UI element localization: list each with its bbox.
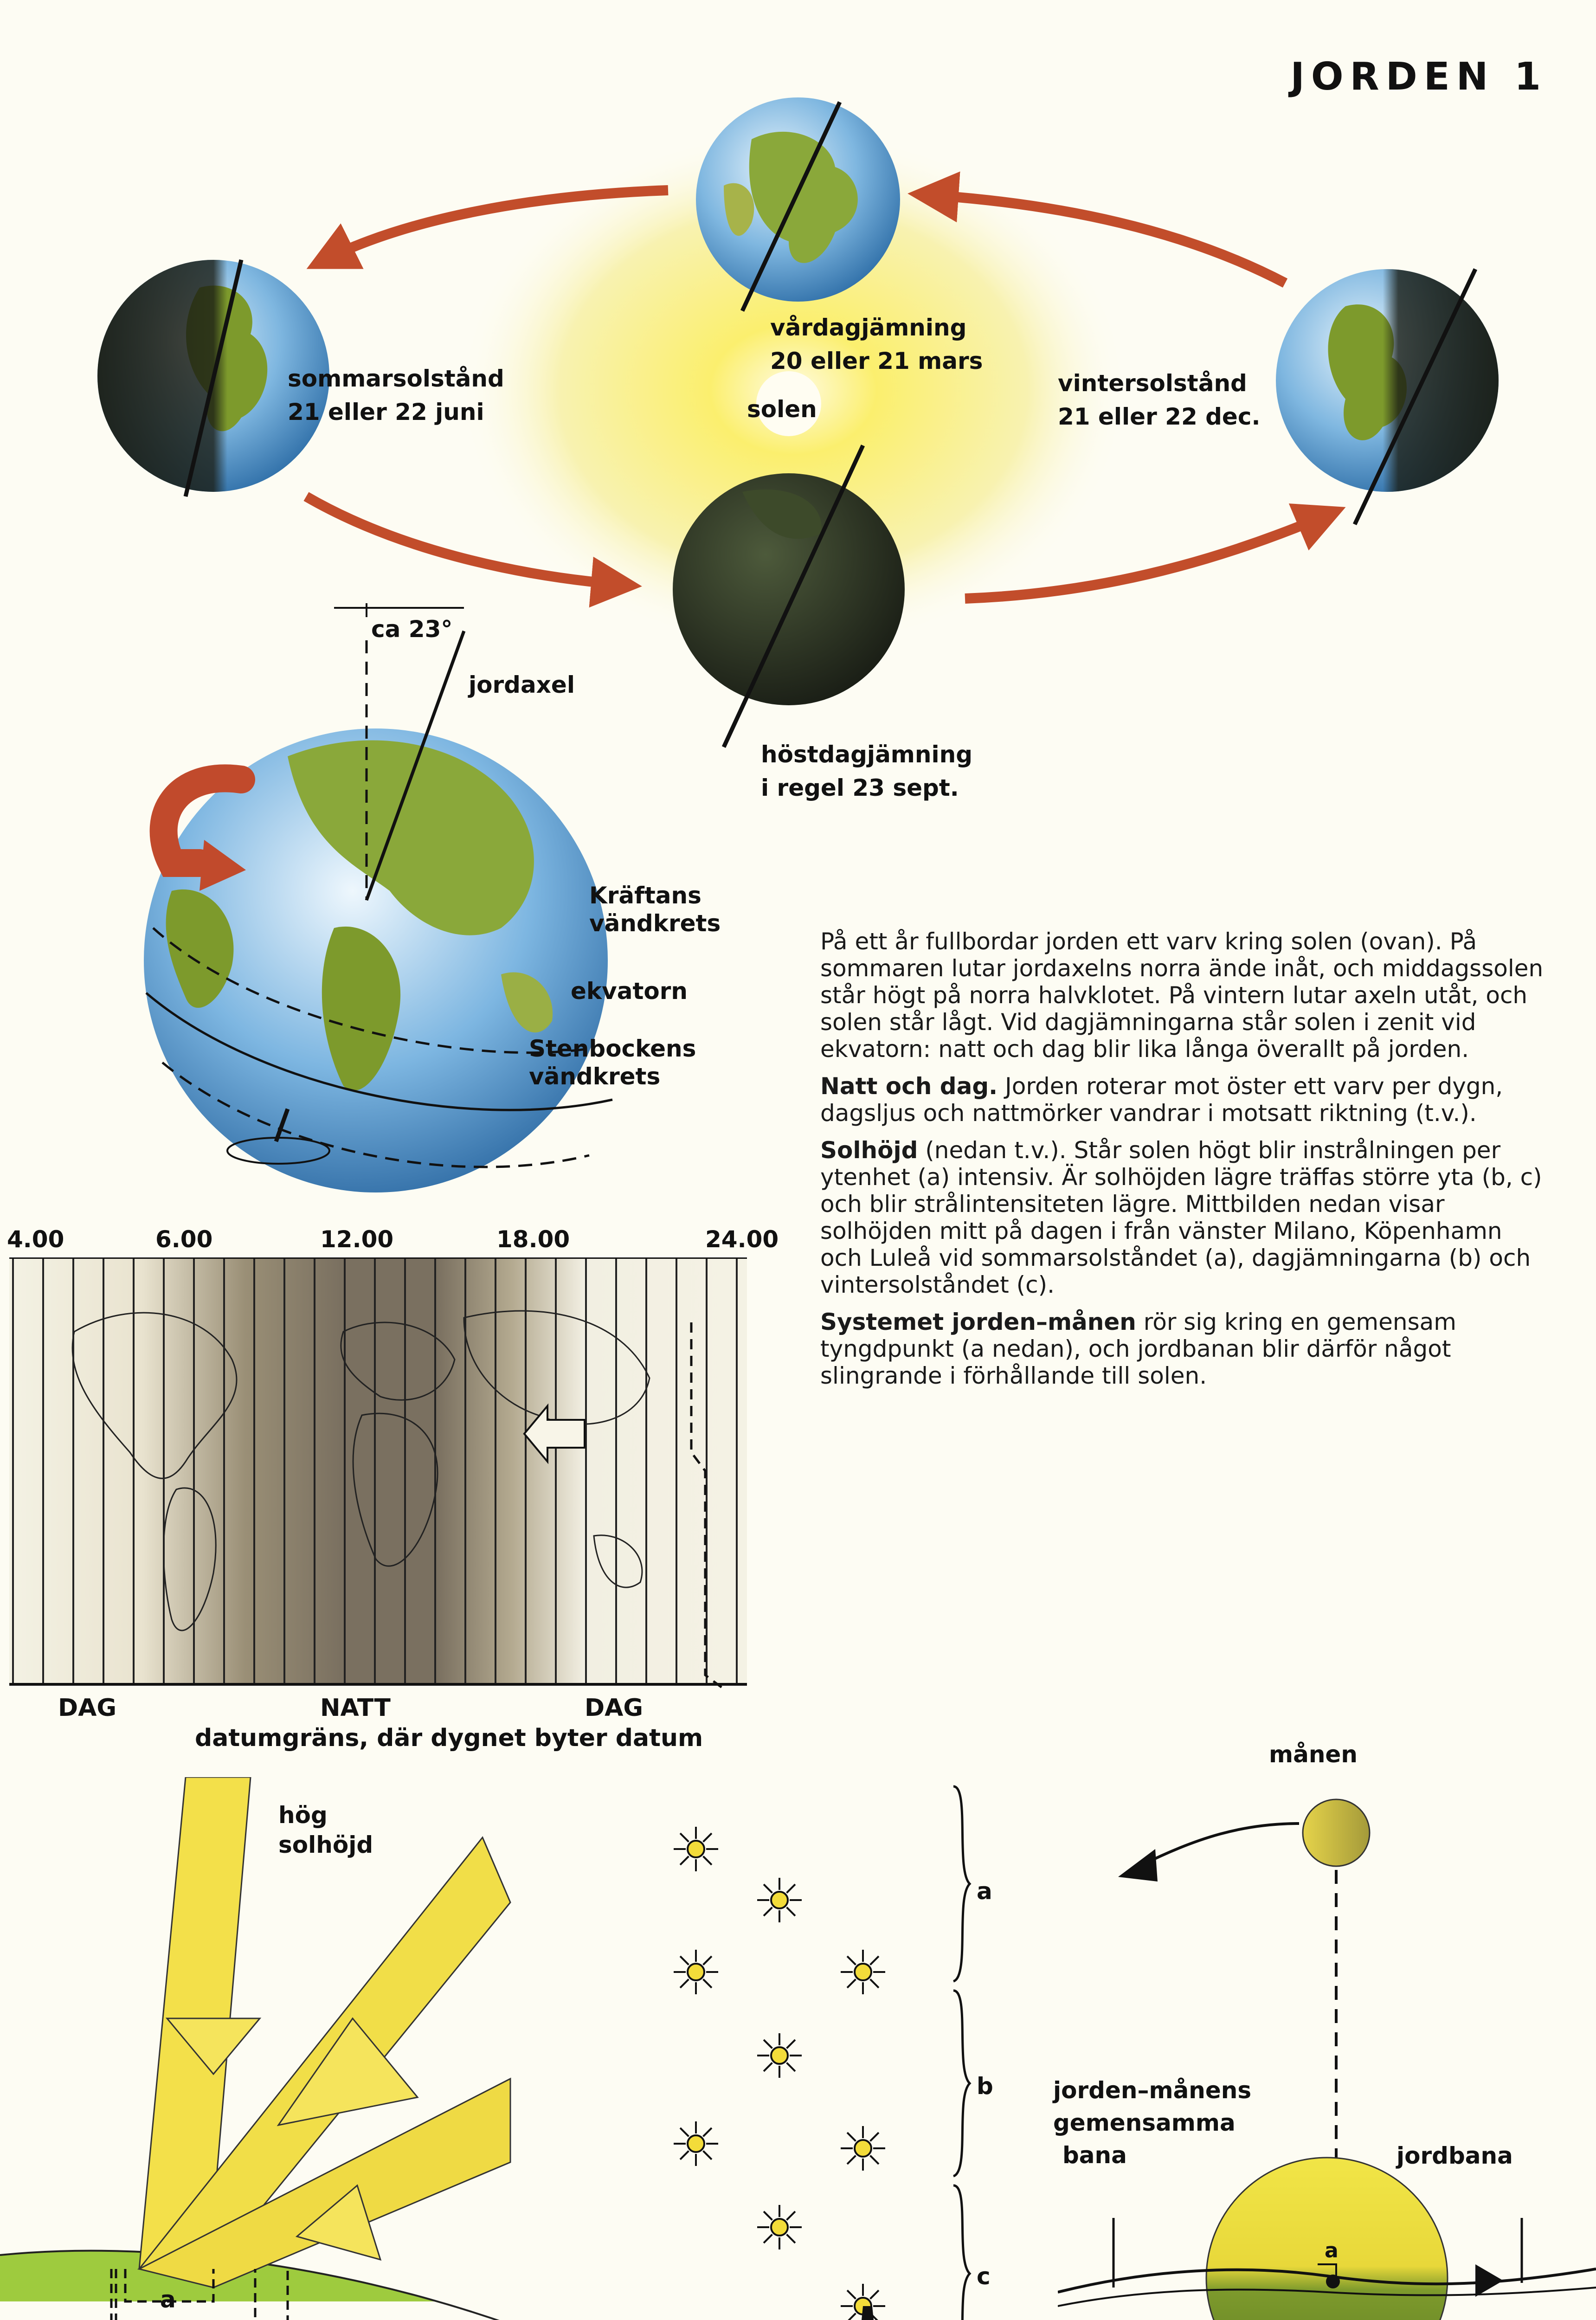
sun-symbol (674, 2121, 718, 2166)
label-tropic-capricorn (529, 1035, 696, 1090)
para-natt (820, 1073, 1544, 1127)
para-solhojd-head: Solhöjd (820, 1137, 918, 1164)
label-high-sun-1: hög (278, 1802, 328, 1829)
sun-symbol (674, 1950, 718, 1994)
label-earth-orbit: jordbana (1396, 2142, 1513, 2169)
body-text (820, 928, 1544, 1399)
label-spring-2: 20 eller 21 mars (770, 348, 983, 374)
label-summer-1: sommarsolstånd (288, 365, 504, 392)
para-natt-body: Jorden roterar mot öster ett varv per dygn, dagsljus och nattmörker vandrar i motsatt riktning (t.v.). (820, 1073, 1503, 1127)
label-moon-a: a (1325, 2239, 1339, 2262)
stars-b: b (977, 2073, 993, 2100)
label-common-orbit (1053, 2074, 1251, 2172)
sun-symbol (757, 2205, 802, 2249)
time-24: 24.00 (705, 1226, 779, 1253)
label-tropic-capricorn-2: vändkrets (529, 1063, 661, 1090)
stars-c: c (977, 2263, 991, 2290)
para-natt-head: Natt och dag. (820, 1073, 998, 1100)
label-equator: ekvatorn (571, 978, 688, 1005)
label-tropic-cancer-2: vändkrets (589, 910, 721, 937)
label-moon: månen (1269, 1741, 1358, 1768)
label-autumn (761, 738, 972, 805)
label-tropic-capricorn-1: Stenbockens (529, 1035, 696, 1062)
label-spring (770, 311, 983, 378)
para-solhojd (820, 1137, 1544, 1298)
moon (1303, 1799, 1370, 1866)
label-tropic-cancer-1: Kräftans (589, 882, 701, 909)
label-day-left: DAG (58, 1694, 117, 1722)
label-angle: ca 23° (371, 616, 453, 643)
label-spring-1: vårdagjämning (770, 314, 967, 341)
label-summer-2: 21 eller 22 juni (288, 399, 484, 425)
sunheight-a: a (160, 2286, 176, 2313)
label-autumn-2: i regel 23 sept. (761, 774, 959, 801)
label-night: NATT (320, 1694, 391, 1722)
label-autumn-1: höstdagjämning (761, 741, 973, 768)
globe-winter (1276, 269, 1499, 524)
sun-symbol (674, 1827, 718, 1871)
time-6: 6.00 (155, 1226, 213, 1253)
label-common-orbit-1: jorden–månens (1053, 2077, 1252, 2104)
sun-symbol (841, 1950, 885, 1994)
label-dateline: datumgräns, där dygnet byter datum (195, 1724, 703, 1752)
label-summer (288, 362, 504, 429)
sun-symbol (757, 1878, 802, 1922)
label-common-orbit-2: gemensamma (1053, 2109, 1236, 2136)
stars-a: a (977, 1878, 992, 1905)
label-day-right: DAG (585, 1694, 644, 1722)
para-system-head: Systemet jorden–månen (820, 1308, 1136, 1335)
daynight-map (9, 1257, 761, 1694)
label-winter-2: 21 eller 22 dec. (1058, 403, 1261, 430)
time-18: 18.00 (496, 1226, 570, 1253)
label-high-sun (278, 1800, 373, 1860)
label-winter-1: vintersolstånd (1058, 370, 1247, 397)
sun-symbol (841, 2126, 885, 2171)
label-tropic-cancer (589, 882, 721, 937)
label-sun: solen (747, 396, 817, 423)
stars-diagram (557, 1772, 1044, 2320)
page-title: JORDEN 1 (1290, 55, 1547, 99)
label-high-sun-2: solhöjd (278, 1831, 373, 1858)
sun-symbol (757, 2033, 802, 2078)
sunheight-diagram (0, 1777, 520, 2320)
time-12: 12.00 (320, 1226, 394, 1253)
time-4: 4.00 (7, 1226, 64, 1253)
para-system-body: rör sig kring en gemensam tyngdpunkt (a nedan), och jordbanan blir därför något slingrande i förhållande till solen. (820, 1308, 1456, 1389)
label-common-orbit-3: bana (1062, 2142, 1127, 2169)
label-winter (1058, 367, 1260, 433)
town-silhouette (571, 2306, 1025, 2320)
label-axis: jordaxel (469, 671, 575, 698)
para-solhojd-body: (nedan t.v.). Står solen högt blir instrålningen per ytenhet (a) intensiv. Är solhöjden lägre träffas större yta (b, c) och blir strålintensiteten lägre. Mittbilden nedan visar solhöjden mitt på dagen i från vänster Milano, Köpenhamn och Luleå vid sommarsolståndet (a), dagjämningarna (b) och vintersolståndet (c). (820, 1137, 1542, 1298)
para-intro: På ett år fullbordar jorden ett varv kring solen (ovan). På sommaren lutar jordaxelns norra ände inåt, och middagssolen står högt på norra halvklotet. På vintern lutar axeln utåt, och solen står lågt. Vid dagjämningarna står solen i zenit vid ekvatorn: natt och dag blir lika långa överallt på jorden. (820, 928, 1544, 1063)
para-system (820, 1308, 1544, 1389)
